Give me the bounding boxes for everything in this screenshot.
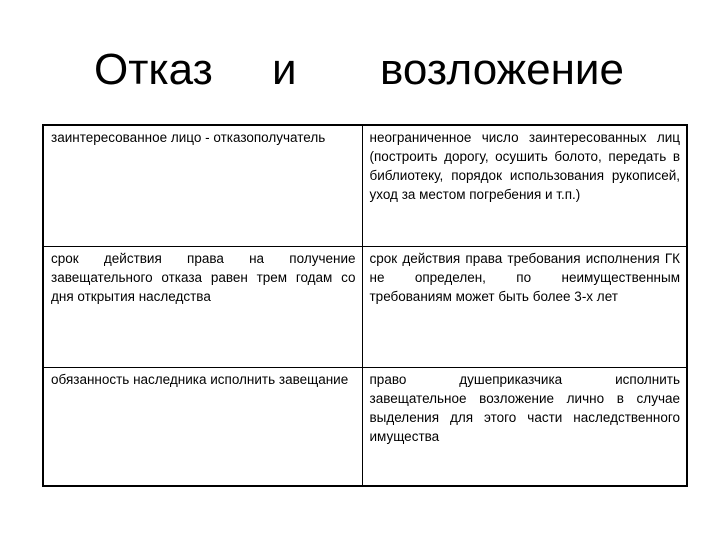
table-cell-right: право душеприказчика исполнить завещательное возложение лично в случае выделения для этого части наследственного имущества — [362, 368, 687, 487]
title-word-i: и — [272, 45, 297, 94]
table-row — [43, 247, 687, 368]
title-word-vozlozhenie: возложение — [380, 45, 624, 94]
table-cell-left: заинтересованное лицо - отказополучатель — [43, 125, 362, 247]
slide-title — [0, 42, 720, 102]
table-cell-left: обязанность наследника исполнить завещание — [43, 368, 362, 487]
title-word-otkaz: Отказ — [94, 45, 213, 94]
table-row — [43, 125, 687, 247]
table-cell-left: срок действия права на получение завещательного отказа равен трем годам со дня открытия наследства — [43, 247, 362, 368]
comparison-table — [42, 124, 688, 487]
table-cell-right: срок действия права требования исполнения ГК не определен, по неимущественным требованиям может быть более 3-х лет — [362, 247, 687, 368]
table-row — [43, 368, 687, 487]
table-cell-right: неограниченное число заинтересованных лиц (построить дорогу, осушить болото, передать в библиотеку, порядок использования рукописей, уход за местом погребения и т.п.) — [362, 125, 687, 247]
